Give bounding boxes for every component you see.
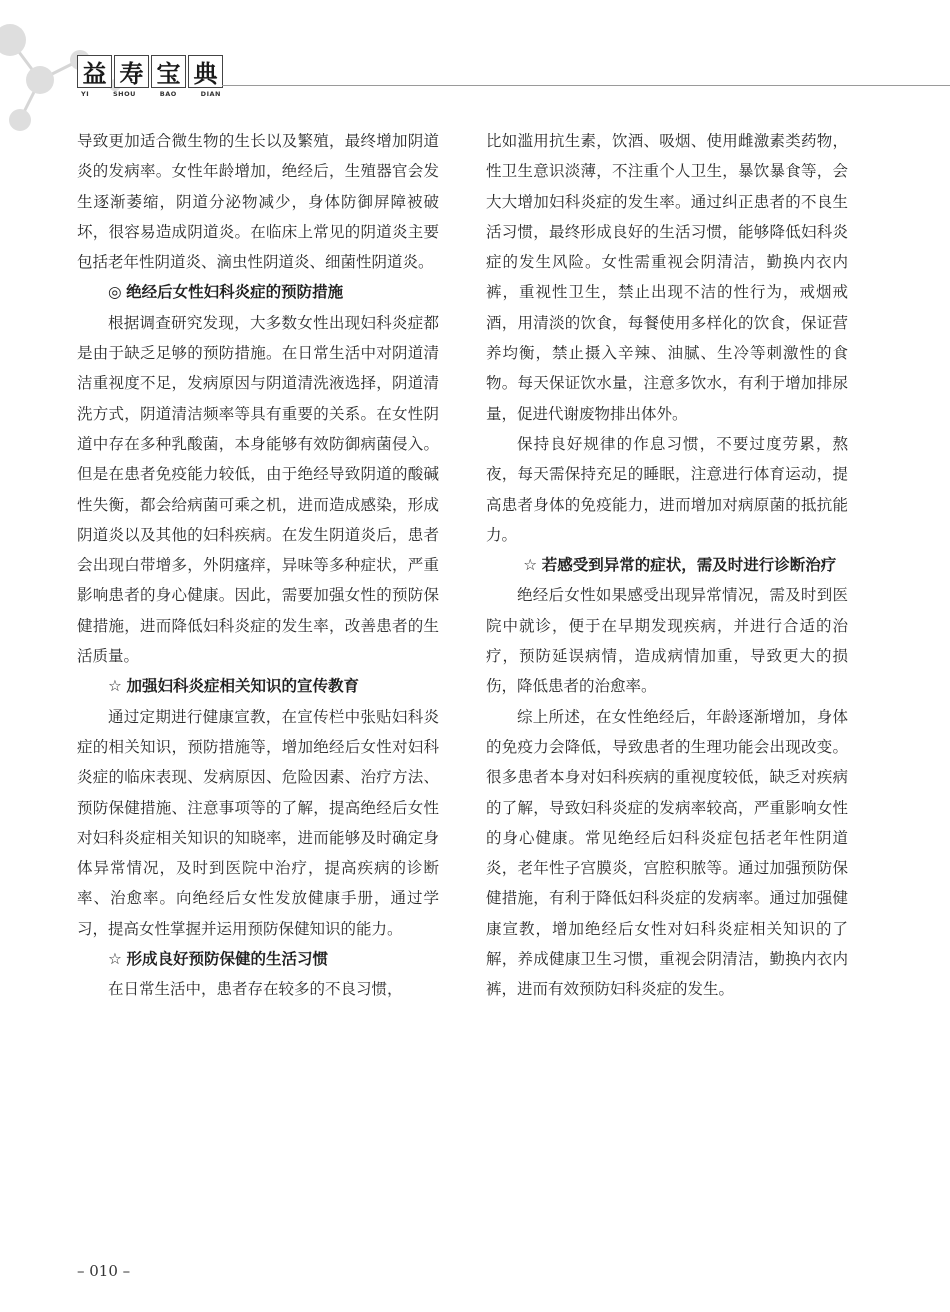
logo-char: 宝: [151, 55, 186, 88]
left-column: [77, 126, 439, 1005]
logo-char: 寿: [114, 55, 149, 88]
paragraph: 比如滥用抗生素，饮酒、吸烟、使用雌激素类药物，性卫生意识淡薄，不注重个人卫生，暴饮暴食等，会大大增加妇科炎症的发生率。通过纠正患者的不良生活习惯，最终形成良好的生活习惯，能够降低妇科炎症的发生风险。女性需重视会阴清洁，勤换内衣内裤，重视性卫生，禁止出现不洁的性行为，戒烟戒酒，用清淡的饮食，每餐使用多样化的饮食，保证营养均衡，禁止摄入辛辣、油腻、生冷等刺激性的食物。每天保证饮水量，注意多饮水，有利于增加排尿量，促进代谢废物排出体外。: [486, 132, 848, 423]
star-bullet-icon: ☆: [108, 677, 122, 696]
paragraph: 通过定期进行健康宣教，在宣传栏中张贴妇科炎症的相关知识，预防措施等，增加绝经后女性对妇科炎症的临床表现、发病原因、危险因素、治疗方法、预防保健措施、注意事项等的了解，提高绝经后女性对妇科炎症相关知识的知晓率，进而能够及时确定身体异常情况，及时到医院中治疗，提高疾病的诊断率、治愈率。向绝经后女性发放健康手册，通过学习，提高女性掌握并运用预防保健知识的能力。: [77, 707, 439, 938]
circle-bullet-icon: ◎: [108, 283, 122, 302]
pinyin-syllable: YI: [81, 90, 90, 98]
paragraph: 根据调查研究发现，大多数女性出现妇科炎症都是由于缺乏足够的预防措施。在日常生活中对阴道清洁重视度不足，发病原因与阴道清洗液选择，阴道清洗方式，阴道清洁频率等具有重要的关系。在女性阴道中存在多种乳酸菌，本身能够有效防御病菌侵入。但是在患者免疫能力较低，由于绝经导致阴道的酸碱性失衡，都会给病菌可乘之机，进而造成感染，形成阴道炎以及其他的妇科疾病。在发生阴道炎后，患者会出现白带增多，外阴瘙痒，异味等多种症状，严重影响患者的身心健康。因此，需要加强女性的预防保健措施，进而降低妇科炎症的发生率，改善患者的生活质量。: [77, 313, 439, 666]
section-heading: [77, 277, 439, 307]
paragraph: 保持良好规律的作息习惯，不要过度劳累，熬夜，每天需保持充足的睡眠，注意进行体育运动，提高患者身体的免疫能力，进而增加对病原菌的抵抗能力。: [486, 434, 848, 544]
section-heading: [486, 550, 848, 580]
paragraph: 综上所述，在女性绝经后，年龄逐渐增加，身体的免疫力会降低，导致患者的生理功能会出现改变。很多患者本身对妇科疾病的重视度较低，缺乏对疾病的了解，导致妇科炎症的发病率较高，严重影响女性的身心健康。常见绝经后妇科炎症包括老年性阴道炎，老年性子宫膜炎，宫腔积脓等。通过加强预防保健措施，有利于降低妇科炎症的发病率。通过加强健康宣教，增加绝经后女性对妇科炎症相关知识的了解，养成健康卫生习惯，重视会阴清洁，勤换内衣内裤，进而有效预防妇科炎症的发生。: [486, 707, 848, 999]
right-column: [486, 126, 848, 1005]
pinyin-syllable: BAO: [159, 90, 177, 98]
heading-text: 若感受到异常的症状，需及时进行诊断治疗: [541, 555, 837, 575]
section-heading: [77, 671, 439, 701]
publication-logo: [77, 55, 223, 88]
pinyin-syllable: SHOU: [113, 90, 136, 98]
paragraph: 导致更加适合微生物的生长以及繁殖，最终增加阴道炎的发病率。女性年龄增加，绝经后，生殖器官会发生逐渐萎缩，阴道分泌物减少，身体防御屏障被破坏，很容易造成阴道炎。在临床上常见的阴道炎主要包括老年性阴道炎、滴虫性阴道炎、细菌性阴道炎。: [77, 132, 439, 272]
paragraph: 在日常生活中，患者存在较多的不良习惯，: [108, 980, 403, 999]
header-rule: [222, 85, 950, 86]
star-bullet-icon: ☆: [523, 556, 538, 575]
logo-pinyin: [81, 90, 221, 98]
heading-text: 形成良好预防保健的生活习惯: [126, 949, 329, 969]
star-bullet-icon: ☆: [108, 950, 122, 969]
heading-text: 绝经后女性妇科炎症的预防措施: [126, 282, 344, 302]
heading-text: 加强妇科炎症相关知识的宣传教育: [126, 676, 360, 696]
logo-char: 益: [77, 55, 112, 88]
pinyin-syllable: DIAN: [200, 90, 221, 98]
logo-char: 典: [188, 55, 223, 88]
paragraph: 绝经后女性如果感受出现异常情况，需及时到医院中就诊，便于在早期发现疾病，并进行合适的治疗，预防延误病情，造成病情加重，导致更大的损伤，降低患者的治愈率。: [486, 586, 848, 696]
page-number: – 010 –: [77, 1262, 131, 1280]
section-heading: [77, 944, 439, 974]
